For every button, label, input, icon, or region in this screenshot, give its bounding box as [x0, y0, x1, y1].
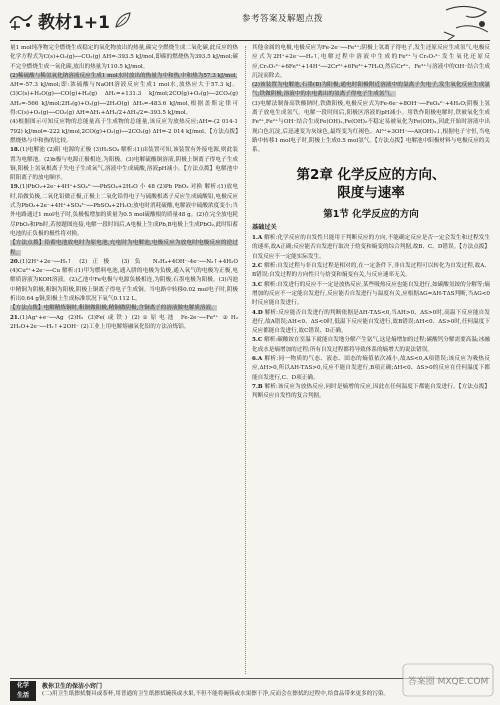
- footer-text: (二)用卫生纸擦拭餐具或茶杯,用普通的卫生纸擦拭碗筷或水果,不但不能将碗筷或水果擦干净,反而会在擦拭的过程中,给食品带来更多的污染。: [42, 691, 390, 697]
- answer-item: 5.C 解析:碳酸铵在室温下就能自发地分解产生氨气,这是熵增加的过程;碳酸钙分解需要高温;冰融化成水是熵增加的过程;所有自发过程都将导致体系的熵增大的说法错误。: [252, 337, 491, 353]
- answer-item: 7.B 解析:该反应为放热反应,同时是熵增的反应,因此在任何温度下都能自发进行。【方法点拨】判断反应自发性的复合判据。: [252, 383, 490, 400]
- paragraph: (4)根据图示可知反应物的总能量高于生成物的总能量,该反应为放热反应;ΔH=-(2 014-1 792) kJ/mol=-222 kJ/mol,2CO(g)+O₂(g)──2CO₂(g) ΔH=-2 014 kJ/mol。【方法点拨】燃烧热与中和热的比较。: [10, 119, 238, 144]
- answer-item: 2.C 解析:自发过程与非自发过程是相对的,在一定条件下,非自发过程可以转化为自发过程,故A、B错误;自发过程的方向性只与焓变和熵变有关,与反应速率无关。: [252, 263, 490, 279]
- paragraph: (3)电解法制备高铁酸钠时,铁做阳极,电极反应式为Fe-6e⁻+8OH⁻──FeO₄²⁻+4H₂O;阴极上氢离子放电生成氢气。电解一段时间后,阳极区溶液的pH减小。用铁作阳极电解时,铁被氧化生成Fe²⁺,Fe²⁺与OH⁻结合生成Fe(OH)₂,Fe(OH)₂不稳定易被氧化为Fe(OH)₃,因此开始时溶液中出现白色沉淀,后迅速变为灰绿色,最终变为红褐色。Al³⁺+3OH⁻──Al(OH)₃↓,根据电子守恒,当电路中转移1 mol电子时,阴极上生成0.5 mol氢气。【方法点拨】电解池中阳极材料与电极反应的关系。: [252, 100, 490, 154]
- page-header: [0, 0, 500, 44]
- leaf-decoration-icon: [114, 11, 132, 29]
- svg-text:答案圈 MXQE.COM: 答案圈 MXQE.COM: [407, 677, 489, 687]
- paragraph: 其他金属的电极,电极反应为Fe-2e⁻──Fe²⁺;阴极上氢离子得电子,发生还原反应生成氢气,电极反应式为2H⁺+2e⁻──H₂↑,电解过程中溶液中生成的Fe²⁺与Cr₂O₇²⁻发生氧化还原反应,Cr₂O₇²⁻+6Fe²⁺+14H⁺──2Cr³⁺+6Fe³⁺+7H₂O,然后Cr³⁺、Fe³⁺与溶液中的OH⁻结合生成沉淀而除去。: [252, 45, 490, 79]
- answer-item: 3.C 解析:自发进行的反应不一定是放热反应,某些吸热反应也能自发进行,如碳酸氢铵的分解等;熵增加的反应不一定能自发进行,反应能否自发进行与温度有关,应根据ΔG=ΔH-TΔS判断,当ΔG<0时反应能自发进行。: [252, 281, 491, 307]
- question-21: 21.(1)Ag⁺+e⁻──Ag (2)H₂ (3)Fe(或铁) (2)①原电池 Fe-2e⁻──Fe²⁺ ②H₂ 2H₂O+2e⁻──H₂↑+2OH⁻ (2)工业上用电解熔融氧化铝的方法冶炼铝。: [10, 314, 238, 330]
- question-19: 19.(1)PbO₂+2e⁻+4H⁺+SO₄²⁻──PbSO₄+2H₂O 小 48 (2)Pb PbO₂ 对换 解析:(1)放电时,铅做负极,二氧化铅做正极,正极上二氧化铅得电子与硫酸根离子反应生成硫酸铅,电极反应式为PbO₂+2e⁻+4H⁺+SO₄²⁻──PbSO₄+2H₂O;放电时消耗硫酸,电解液中硫酸浓度变小;当外电路通过1 mol电子时,负极板增加的质量为0.5 mol硫酸根的质量48 g。(2)在完全放电耗尽PbO₂和Pb时,若按题图连接,电解一段时间后,A电极上生成Pb,B电极上生成PbO₂,此时铅蓄电池的正负极的极性将对换。: [10, 184, 238, 237]
- left-column: [10, 44, 238, 332]
- paragraph: 量1 mol纯净物完全燃烧生成稳定的氧化物放出的热量,碳完全燃烧生成二氧化碳,此反应的热化学方程式为C(s)+O₂(g)──CO₂(g) ΔH=-393.5 kJ/mol,即碳的燃烧热为393.5 kJ/mol;碳不完全燃烧生成一氧化碳,放出的热量为110.5 kJ/mol。: [10, 45, 238, 70]
- question-20: 20.(1)2H⁺+2e⁻──H₂↑ (2)正极 (3)负 N₂H₄+4OH⁻-4e⁻──N₂↑+4H₂O (4)Cu²⁺+2e⁻──Cu 解析:(1)甲为燃料电池,通入肼的电极为负极,通入氧气的电极为正极,电解质溶液为KOH溶液。(2)乙池中Fe电极与电源负极相连,为阴极,石墨电极为阳极。(3)丙池中精铜为阴极,粗铜为阳极,阴极上铜离子得电子生成铜。当电路中转移0.02 mol电子时,阴极析出0.64 g铜,阳极上生成标准状况下氧气0.112 L。: [10, 258, 238, 303]
- book-name: 教材1+1: [38, 12, 110, 33]
- chapter-title-line2: 限度与速率: [337, 184, 405, 201]
- site-watermark: [402, 660, 494, 700]
- book-logo-icon: [8, 9, 34, 31]
- answer-item: 4.D 解析:反应能否自发进行的判断依据是ΔH-TΔS<0,当ΔH>0、ΔS>0时,高温下反应能自发进行,故A错误;ΔH<0、ΔS<0时,低温下反应能自发进行,故B错误;ΔH<0、ΔS>0时,任何温度下反应都能自发进行,故C错误、D正确。: [252, 309, 490, 335]
- paragraph: (2)该装置为电解池,石墨(Ⅱ)为阳极,通电时阳极附近溶液中的氯离子失电子,发生氧化反应生成氯气;铁做阴极,溶液中的水电离出的氢离子得电子生成氢气。: [252, 82, 490, 98]
- footer-heading: 教你卫生的保洁小窍门: [42, 683, 103, 690]
- answer-item: 6.A 解析:同一物质的气态、液态、固态的熵值依次减小,故ΔS<0,A项错误;该反应为吸热反应,ΔH>0,所以ΔH-TΔS>0,反应不能自发进行,B项正确;ΔH<0、ΔS>0的反应在任何温度下都能自发进行,C、D项正确。: [252, 356, 490, 381]
- section-title: 第1节 化学反应的方向: [323, 208, 419, 220]
- paragraph: 【方法点拨】电解精炼铜时,粗铜做阳极,精铜做阴极,含铜离子的溶液做电解质溶液。: [10, 305, 217, 312]
- column-divider: [245, 46, 246, 674]
- book-logo: [8, 6, 183, 34]
- chapter-heading: [252, 166, 490, 202]
- corner-ornament-icon: [436, 2, 496, 42]
- running-title: 参考答案及解题点拨: [242, 14, 324, 24]
- right-column: [252, 44, 490, 402]
- paragraph: ΔH=-57.3 kJ/mol;即:浓硫酸与NaOH溶液反应生成1 mol水,放热应大于57.3 kJ。(3)C(s)+H₂O(g)──CO(g)+H₂(g) ΔH₁=+131.3 kJ/mol;2CO(g)+O₂(g)──2CO₂(g) ΔH₂=-566 kJ/mol;2H₂(g)+O₂(g)──2H₂O(g) ΔH₃=-483.6 kJ/mol,根据盖斯定律可得:C(s)+O₂(g)──CO₂(g) ΔH=ΔH₁+ΔH₂/2+ΔH₃/2=-393.5 kJ/mol。: [10, 82, 238, 117]
- section-subtitle: 基础过关: [252, 223, 277, 231]
- chapter-title-line1: 第2章 化学反应的方向、: [296, 166, 446, 183]
- answer-item: 1.A 解析:化学反应的自发性只能用于判断反应的方向,不能确定反应是否一定会发生和过程发生的速率,故A正确;反应能否自发进行取决于焓变和熵变的综合判据,故B、C、D错误。【方法点拨】自发反应不一定能实际发生。: [252, 235, 490, 260]
- paragraph: (2)稀硫酸与稀氢氧化钠溶液反应生成1 mol水时放出的热量为中和热,中和热为57.3 kJ/mol,: [10, 72, 238, 79]
- footer-badge: 化学 生活: [10, 681, 36, 701]
- header-rule: [10, 40, 490, 41]
- question-18: 18.(1)电解池 (2)阳 电源的正极 (3)H₂SO₄ 解析:(1)由装置可知,该装置有外接电源,则此装置为电解池。(2)b极与电源正极相连,为阳极。(3)电解硫酸铜溶液,阴极上铜离子得电子生成铜,阳极上氢氧根离子失电子生成氧气,溶液中生成硫酸,溶液pH减小。【方法点拨】电解池中阴阳离子的放电顺序。: [10, 147, 238, 182]
- paragraph: 【方法点拨】铅蓄电池放电时为原电池,充电时为电解池,电极反应为放电时电极反应的逆过程。: [10, 240, 238, 256]
